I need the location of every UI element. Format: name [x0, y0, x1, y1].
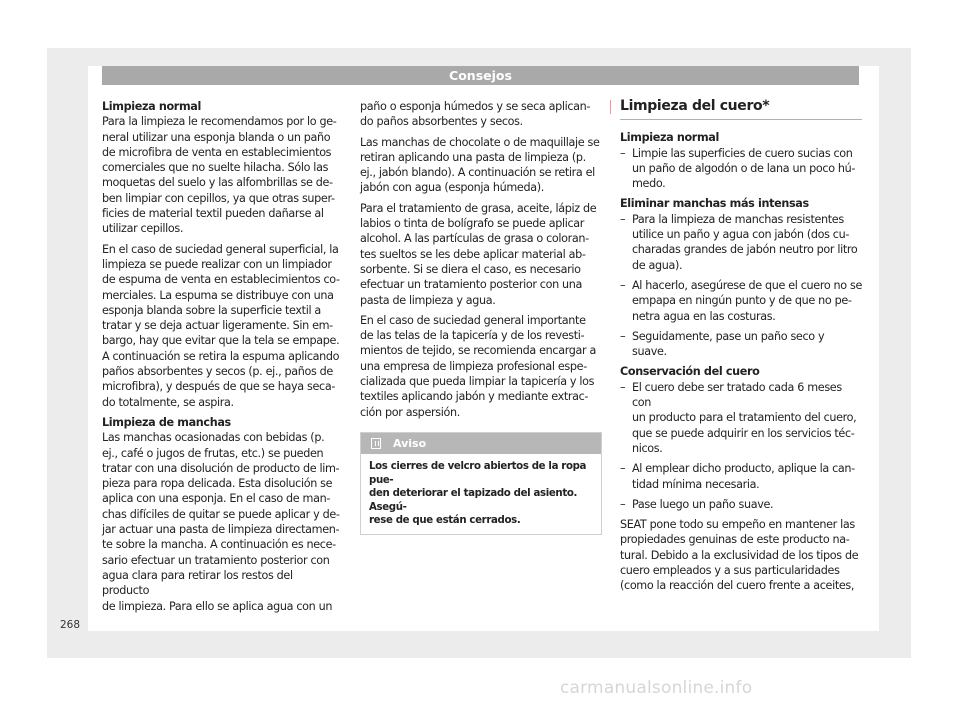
notice-text: Los cierres de velcro abiertos de la ropa pue- den deteriorar el tapizado del asiento. Asegú- rese de que están cerrados.: [369, 461, 587, 526]
notice-header: [361, 433, 601, 454]
chapter-title: Consejos: [449, 68, 512, 83]
paragraph: Para el tratamiento de grasa, aceite, lápiz de labios o tinta de bolígrafo se puede aplicar alcohol. A las partículas de grasa o coloran- tes sueltos se les debe aplicar material ab- sorbente. Si se diera el caso, es necesario efectuar un tratamiento posterior con una pasta de limpieza y agua.: [360, 201, 597, 307]
watermark: carmanualsonline.info: [560, 678, 753, 698]
notice-box: [360, 432, 602, 535]
heading-limpieza-normal: Limpieza normal: [102, 100, 201, 113]
heading-limpieza-manchas: Limpieza de manchas: [102, 415, 231, 429]
list-item: – Limpie las superficies de cuero sucias con un paño de algodón o de lana un poco hú- medo.: [620, 146, 862, 192]
heading-limpieza-normal: Limpieza normal: [620, 131, 719, 145]
paragraph: Para la limpieza le recomendamos por lo ge- neral utilizar una esponja blanda o un paño de microfibra de venta en establecimientos comerciales que no suelte hilacha. Sólo las moquetas del suelo y las alfombrillas se de- ben limpiar con cepillos, ya que otras super- ficies de material textil pueden dañarse al utilizar cepillos.: [102, 115, 337, 236]
list-item: – El cuero debe ser tratado cada 6 meses con un producto para el tratamiento del cuero, que se puede adquirir en los servicios téc- nicos.: [620, 380, 862, 456]
column-2: [360, 99, 602, 425]
column-3: [620, 99, 862, 599]
section-title-block: [598, 99, 862, 120]
paragraph: En el caso de suciedad general superficial, la limpieza se puede realizar con un limpiador de espuma de venta en establecimientos co- merciales. La espuma se distribuye con una esponja blanda sobre la superficie textil a tratar y se deja actuar ligeramente. Sin em- bargo, hay que evitar que la tela se empape. A continuación se retira la espuma aplicando paños absorbentes y secos (p. ej., paños de microfibra), y después de que se haya seca- do totalmente, se aspira.: [102, 242, 340, 409]
list-item: – Al hacerlo, asegúrese de que el cuero no se empapa en ningún punto y de que no pe- netra agua en las costuras.: [620, 278, 862, 324]
section-marker: [598, 100, 611, 114]
notice-title: Aviso: [393, 437, 427, 450]
page-number: 268: [60, 619, 81, 631]
list-eliminar-manchas: [620, 212, 862, 360]
chapter-header: [102, 66, 859, 85]
heading-conservacion: Conservación del cuero: [620, 365, 760, 379]
heading-eliminar-manchas: Eliminar manchas más intensas: [620, 197, 809, 211]
list-item: – Para la limpieza de manchas resistentes utilice un paño y agua con jabón (dos cu- charadas grandes de jabón neutro por litro de agua).: [620, 212, 862, 273]
info-icon: [371, 438, 381, 449]
section-title: Limpieza del cuero*: [620, 99, 862, 120]
list-conservacion: [620, 380, 862, 512]
list-item: – Pase luego un paño suave.: [620, 497, 862, 512]
paragraph: Las manchas de chocolate o de maquillaje se retiran aplicando una pasta de limpieza (p. ej., jabón blando). A continuación se retira el jabón con agua (esponja húmeda).: [360, 135, 600, 195]
list-item: – Seguidamente, pase un paño seco y suave.: [620, 329, 862, 360]
paragraph: paño o esponja húmedos y se seca aplican- do paños absorbentes y secos.: [360, 100, 591, 129]
paragraph: En el caso de suciedad general importante de las telas de la tapicería y de los revesti- mientos de tejido, se recomienda encargar a una empresa de limpieza profesional espe- cializada que pueda limpiar la tapicería y los textiles aplicando jabón y mediante extrac- ción por aspersión.: [360, 313, 596, 419]
paragraph: SEAT pone todo su empeño en mantener las propiedades genuinas de este producto na- tural. Debido a la exclusividad de los tipos de cuero empleados y a sus particularidades (como la reacción del cuero frente a aceites,: [620, 518, 859, 593]
list-limpieza-normal: [620, 146, 862, 192]
paragraph: Las manchas ocasionadas con bebidas (p. ej., café o jugos de frutas, etc.) se pueden tratar con una disolución de producto de lim- pieza para ropa delicada. Esta disolución se aplica con una esponja. En el caso de man- chas difíciles de quitar se puede aplicar y de- jar actuar una pasta de limpieza directamen- te sobre la mancha. A continuación es nece- sario efectuar un tratamiento posterior con agua clara para retirar los restos del producto de limpieza. Para ello se aplica agua con un: [102, 431, 340, 613]
list-item: – Al emplear dicho producto, aplique la can- tidad mínima necesaria.: [620, 461, 862, 492]
column-1: [102, 99, 342, 619]
